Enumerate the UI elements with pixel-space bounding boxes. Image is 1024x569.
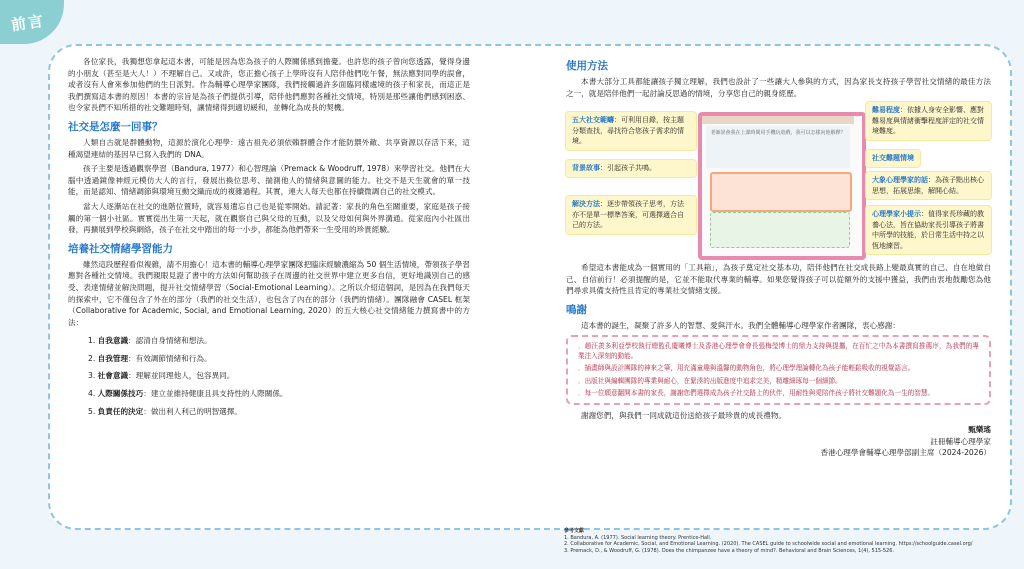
list-desc: ：建立並維持健康且具支持性的人際關係。 [143, 389, 288, 399]
page-frame [48, 44, 1012, 530]
signer-name: 甄樂瑤 [968, 425, 991, 435]
signer-title: 註冊輔導心理學家 [930, 436, 991, 446]
competency-list [68, 332, 470, 420]
callout-five-domains [566, 112, 696, 150]
thanks-paragraph: 這本書的誕生，凝聚了許多人的智慧、愛與汗水。我們全體輔導心理學家作者團隊，衷心感謝： [581, 320, 900, 330]
callout-scenario [866, 150, 920, 167]
list-item [88, 367, 470, 385]
heading-sel: 培養社交情緒學習能力 [68, 242, 173, 255]
ack-item: ．趙汪羨多利亞學校執行總監孔慶曦博士及香港心理學會會長張梅瑩博士的鼎力支持與提攜，在百忙之中為本書撰寫推薦序，為我們的專業注入深刻的動能。 [578, 341, 979, 360]
callout-title: 心理學家小提示 [872, 210, 921, 219]
book-top-bar [702, 116, 854, 124]
reference-item: 1. Bandura, A. (1977). Social learning theory. Prentice-Hall. [564, 534, 712, 541]
social-paragraph-1: 人類自古就是群體動物，這源於演化心理學：遠古祖先必須依賴群體合作才能防禦外敵、共享資源以存活下來，這種渴望連結的基因早已寫入我們的 DNA。 [68, 137, 470, 159]
ack-item: ．每一位願意翻開本書的家長，謝謝您們選擇成為孩子社交路上的伙伴，用耐性與愛陪伴孩子將社交難題化為一生的智慧。 [578, 389, 935, 398]
callout-title: 難易程度 [872, 106, 900, 115]
hope-paragraph: 希望這本書能成為一個實用的「工具箱」，為孩子奠定社交基本功，陪伴他們在社交成長路上變最真實的自己、自在地做自己、自信前行！必須提醒的是，它並不能取代專業的輔導。如果您覺得孩子可以從額外的支援中獲益，我們由衷地鼓勵您為他們尋求具備支持性且肯定的專業社交情緒支援。 [566, 263, 991, 296]
references [564, 528, 994, 554]
ack-item: ．出版社與編輯團隊的專業與耐心，在緊湊的出版進度中追求完美，精雕細琢每一個細節。 [578, 376, 842, 385]
callout-title: 大象心理學家的話 [872, 176, 928, 185]
social-paragraph-3: 當大人逐漸站在社交的進階位置時，就容易遺忘自己也是從零開始。請記著：家長的角色至關重要，家庭是孩子接觸的第一個小社區。實實從出生第一天起，就在觀察自己與父母的互動，以及父母如何與外界溝通。從家庭內小社區出發，再擴展到學校與網絡，孩子在社交中踏出的每一小步，都能為他們帶來一生受用的珍貴經驗。 [68, 201, 470, 235]
callout-solution [566, 196, 696, 234]
list-term: 自我意識 [97, 336, 129, 346]
sel-paragraph: 雖然這段歷程看似複雜，請不用擔心！這本書的輔導心理學家團隊把臨床經驗濃縮為 50 個生活情境，帶領孩子學習應對各種社交情境。我們親眼見證了書中的方法如何幫助孩子在周邊的社交世界中建立更多自信，更好地識別自己的感受、表達情緒並解決問題，提升社交情緒學習（Social-Emotional Learning）。之所以介紹這個詞，是因為在我們每天的探索中，它不僅包含了外在的部分（我們的社交生活），也包含了內在的部分（我們的情緒）。團隊融會 CASEL 框架（Collaborative for Academic, Social, and Emotional Learning, 2020）的五大核心社交情緒能力撰寫書中的方法： [68, 259, 470, 327]
reference-item: 2. Collaborative for Academic, Social, and Emotional Learning. (2020). The CASEL guide to schoolwide social and emotional learning. https://schoolguide.casel.org/ [564, 541, 973, 548]
list-item [88, 350, 470, 368]
heading-social: 社交是怎麼一回事？ [68, 120, 163, 133]
callout-title: 背景故事 [572, 164, 600, 173]
callout-background-story [566, 160, 696, 177]
callout-title: 解決方法 [572, 200, 600, 209]
list-desc: ：有效調節情緒和行為。 [128, 353, 212, 363]
heading-thanks: 鳴謝 [566, 303, 587, 316]
list-desc: ：認清自身情緒和想法。 [128, 336, 212, 346]
signer-org: 香港心理學會輔導心理學部副主席（2024-2026） [820, 448, 991, 458]
references-title: 參考文獻 [564, 528, 585, 534]
callout-tips [866, 206, 991, 254]
social-paragraph-2: 孩子主要是透過觀察學習（Bandura, 1977）和心智理論（Premack & Woodruff, 1978）來學習社交。他們在大腦中透過鏡像神經元模仿大人的言行，發展出換位思考、揣測他人的情緒與意圖的能力。社交不是天生就會的單一技能，而是認知、情緒調節與環境互動交織而成的複雜過程。其實，連大人每天也都在持續微調自己的社交模式。 [68, 164, 470, 197]
callout-text: ：為孩子點出核心思想，拓展思維，解開心結。 [872, 176, 984, 195]
list-term: 負責任的決定 [97, 406, 144, 416]
list-num: 5. [88, 406, 96, 416]
callout-text: ：值得家長珍藏的教養心法，旨在協助家長引導孩子將書中所學的技能，於日常生活中持之以恆地練習。 [872, 210, 984, 250]
usage-paragraph: 本書大部分工具都能讓孩子獨立理解，我們也設計了一些讓大人參與的方式，因為家長支持孩子學習社交情緒的最佳方法之一，就是陪伴他們一起討論反思過的情境，分享您自己的親身經歷。 [566, 77, 991, 98]
list-num: 1. [88, 336, 96, 346]
callout-title: 五大社交範疇 [572, 116, 614, 125]
intro-paragraph: 各位家長，我獨想您拿起這本書，可能是因為您為孩子的人際關係感到擔憂。也許您的孩子曾向您透露，覺得身邊的小朋友（甚至是大人！）不理解自己。又或許，您正擔心孩子上學時沒有人陪伴他們吃午餐，無法應對同學的誤會，或者沒有人會來參加他們的生日派對。作為輔導心理學家團隊，我們接觸過許多面臨同樣處境的孩子和家長，而這正是我們撰寫這本書的原因！本書的宗旨是為孩子們提供引導，陪伴他們應對各種社交情境，特別是那些讓他們感到困惑、也令家長們不知所措的社交難題時刻，讓情緒得到適切緩和，並轉化為成長的契機。 [68, 57, 470, 113]
list-item [88, 385, 470, 403]
list-item [88, 403, 470, 421]
preface-tab [0, 0, 64, 44]
callout-text: ：引起孩子共鳴。 [600, 164, 656, 173]
ack-item: ．插畫師與設計團隊的神來之筆，用充滿童趣與溫馨的動物角色，將心理學理論轉化為孩子能輕鬆吸收的視覺語言。 [578, 364, 915, 373]
book-page-illustration [698, 112, 866, 260]
callout-title: 社交難題情境 [872, 154, 914, 163]
book-scenario-heading: 老師誤會我在上課時間用手機玩遊戲，我可以怎樣向他解釋？ [706, 126, 850, 168]
signature-block [566, 424, 991, 459]
book-solution-scene [710, 212, 850, 248]
book-layout-figure [566, 102, 991, 258]
list-desc: ：理解並同理他人，包容異同。 [128, 371, 235, 381]
list-term: 自我管理 [97, 353, 129, 363]
reference-item: 3. Premack, D., & Woodruff, G. (1978). Does the chimpanzee have a theory of mind?. Behavioral and Brain Sciences, 1(4), 515-526. [564, 547, 894, 554]
acknowledgement-box [566, 335, 991, 405]
callout-text: ：可利用目錄，按主題分類查找，尋找符合您孩子需求的情境。 [572, 116, 684, 146]
heading-usage: 使用方法 [566, 60, 608, 72]
list-num: 3. [88, 371, 96, 381]
callout-text: ：逐步帶領孩子思考，方法亦不是單一標準答案，可選擇適合自己的方法。 [572, 200, 684, 230]
book-story-scene [710, 172, 852, 212]
callout-elephant [866, 172, 991, 199]
callout-difficulty [866, 102, 991, 140]
left-column [68, 56, 470, 420]
list-num: 2. [88, 353, 96, 363]
list-term: 社會意識 [97, 371, 129, 381]
callout-text: ：依據人身安全影響、應對難易度與情緒衝擊程度評定的社交情境難度。 [872, 106, 984, 136]
list-term: 人際關係技巧 [97, 389, 144, 399]
list-desc: ：做出利人利己的明智選擇。 [143, 406, 242, 416]
right-column [566, 56, 991, 459]
list-num: 4. [88, 389, 96, 399]
preface-tab-label: 前言 [9, 11, 47, 35]
closing-paragraph: 謝謝您們，與我們一同成就這份送給孩子最珍貴的成長禮物。 [581, 410, 787, 420]
list-item [88, 332, 470, 350]
